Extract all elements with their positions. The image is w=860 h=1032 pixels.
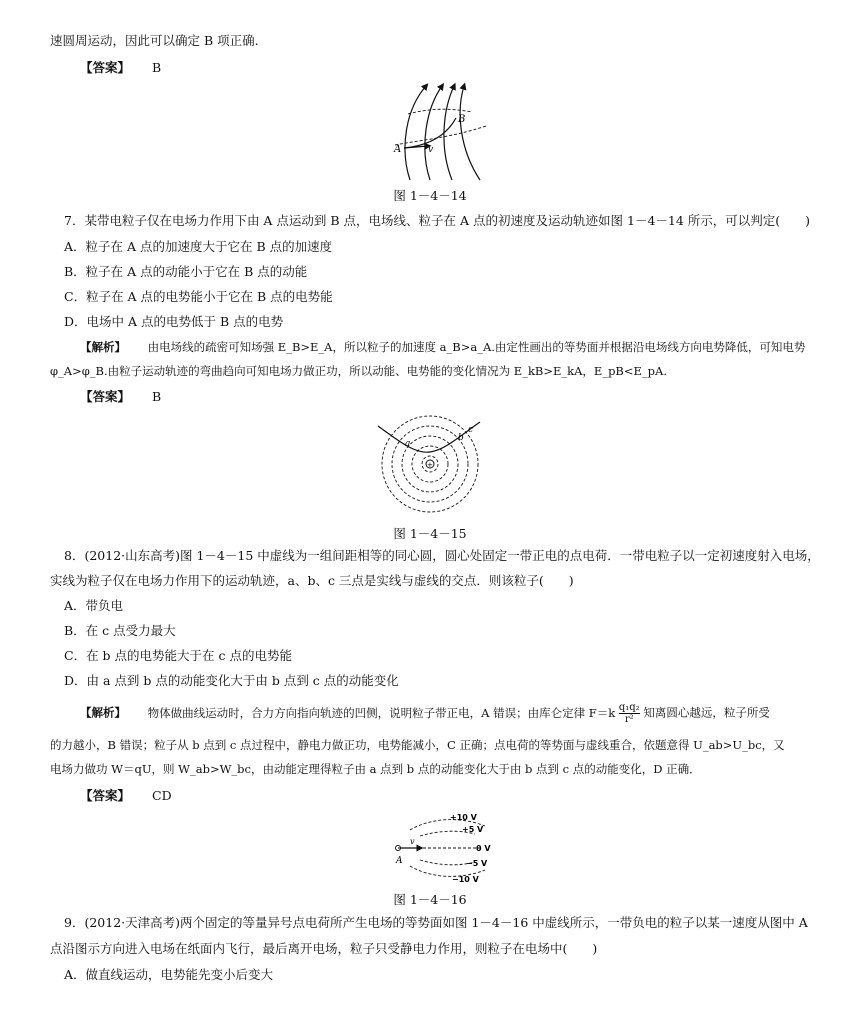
fraction-numerator: q₁q₂ xyxy=(618,702,640,713)
q9-option-a: A．做直线运动，电势能先变小后变大 xyxy=(64,967,274,982)
answer-label: 【答案】 xyxy=(80,788,131,803)
q8-analysis-row1 xyxy=(80,702,770,725)
charge-sign: + xyxy=(427,461,433,469)
potential-label: +10 V xyxy=(450,813,477,822)
analysis-text: 物体做曲线运动时，合力方向指向轨迹的凹侧，说明粒子带正电，A 错误；由库仑定律 F＝k xyxy=(147,705,616,720)
potential-label: −10 V xyxy=(452,875,479,884)
coulomb-fraction xyxy=(619,702,640,725)
answer-value: B xyxy=(152,389,162,404)
q8-analysis-row2: 的力越小，B 错误；粒子从 b 点到 c 点过程中，静电力做正功，电势能减小，C 正确；点电荷的等势面与虚线重合，依题意得 U_ab>U_bc，又 xyxy=(50,738,785,752)
potential-label: 0 V xyxy=(476,844,491,853)
q8-answer-row xyxy=(80,787,172,805)
q7-analysis-row1 xyxy=(80,338,805,356)
label-c: c xyxy=(468,425,474,435)
q7-option-d: D．电场中 A 点的电势低于 B 点的电势 xyxy=(64,314,284,329)
field-line xyxy=(425,86,442,180)
analysis-text: 知离圆心越远，粒子所受 xyxy=(643,705,770,720)
answer-label: 【答案】 xyxy=(80,60,131,75)
potential-label: +5 V xyxy=(462,825,484,834)
q7-option-b: B．粒子在 A 点的动能小于它在 B 点的动能 xyxy=(64,264,308,279)
q7-stem: 7．某带电粒子仅在电场力作用下由 A 点运动到 B 点，电场线、粒子在 A 点的初速度及运动轨迹如图 1－4－14 所示，可以判定( ) xyxy=(64,213,811,228)
answer-row xyxy=(80,59,161,77)
answer-value: CD xyxy=(152,788,172,803)
analysis-label: 【解析】 xyxy=(80,705,126,720)
label-a: a xyxy=(405,439,411,449)
fraction-denominator: r² xyxy=(624,714,634,725)
figure-1-4-14 xyxy=(390,80,510,182)
label-a: A xyxy=(394,144,402,155)
q8-stem-line1: 8．(2012·山东高考)图 1－4－15 中虚线为一组间距相等的同心圆，圆心处固定一带正电的点电荷．一带电粒子以一定初速度射入电场， xyxy=(64,548,820,563)
caption-fig14: 图 1－4－14 xyxy=(393,188,467,203)
continued-text: 速圆周运动，因此可以确定 B 项正确. xyxy=(50,33,259,48)
q8-option-a: A．带负电 xyxy=(64,598,124,613)
analysis-label: 【解析】 xyxy=(80,340,126,354)
figure-1-4-16 xyxy=(390,808,500,888)
field-line xyxy=(405,86,426,180)
q9-stem-line1: 9．(2012·天津高考)两个固定的等量异号点电荷所产生电场的等势面如图 1－4－16 中虚线所示，一带负电的粒子以某一速度从图中 A xyxy=(64,915,808,930)
q7-answer-row xyxy=(80,388,161,406)
caption-fig15: 图 1－4－15 xyxy=(393,526,467,541)
answer-value: B xyxy=(152,60,162,75)
label-v: v xyxy=(428,145,434,155)
field-line xyxy=(444,86,454,180)
q8-analysis-row3: 电场力做功 W＝qU，则 W_ab>W_bc，由动能定理得粒子由 a 点到 b 点的动能变化大于由 b 点到 c 点的动能变化，D 正确． xyxy=(50,762,701,776)
analysis-text: 由电场线的疏密可知场强 E_B>E_A，所以粒子的加速度 a_B>a_A.由定性画出的等势面并根据沿电场线方向电势降低，可知电势 xyxy=(147,340,806,354)
q7-option-a: A．粒子在 A 点的加速度大于它在 B 点的加速度 xyxy=(64,239,333,254)
q8-option-d: D．由 a 点到 b 点的动能变化大于由 b 点到 c 点的动能变化 xyxy=(64,673,399,688)
q9-stem-line2: 点沿图示方向进入电场在纸面内飞行，最后离开电场，粒子只受静电力作用，则粒子在电场中( ) xyxy=(50,941,598,956)
q8-option-b: B．在 c 点受力最大 xyxy=(64,623,176,638)
q7-option-c: C．粒子在 A 点的电势能小于它在 B 点的电势能 xyxy=(64,289,333,304)
q8-stem-line2: 实线为粒子仅在电场力作用下的运动轨迹，a、b、c 三点是实线与虚线的交点．则该粒子( ) xyxy=(50,573,574,588)
label-a: A xyxy=(396,856,403,866)
label-v: v xyxy=(410,837,415,846)
figure-1-4-15 xyxy=(370,412,490,520)
potential-label: −5 V xyxy=(466,859,488,868)
trajectory-line xyxy=(404,118,456,148)
label-b: B xyxy=(458,114,466,125)
label-b: b xyxy=(458,433,464,443)
q8-option-c: C．在 b 点的电势能大于在 c 点的电势能 xyxy=(64,648,292,663)
field-line xyxy=(460,86,480,180)
answer-label: 【答案】 xyxy=(80,389,131,404)
caption-fig16: 图 1－4－16 xyxy=(393,892,467,907)
q7-analysis-row2: φ_A>φ_B.由粒子运动轨迹的弯曲趋向可知电场力做正功，所以动能、电势能的变化情况为 E_kB>E_kA，E_pB<E_pA. xyxy=(50,364,667,378)
